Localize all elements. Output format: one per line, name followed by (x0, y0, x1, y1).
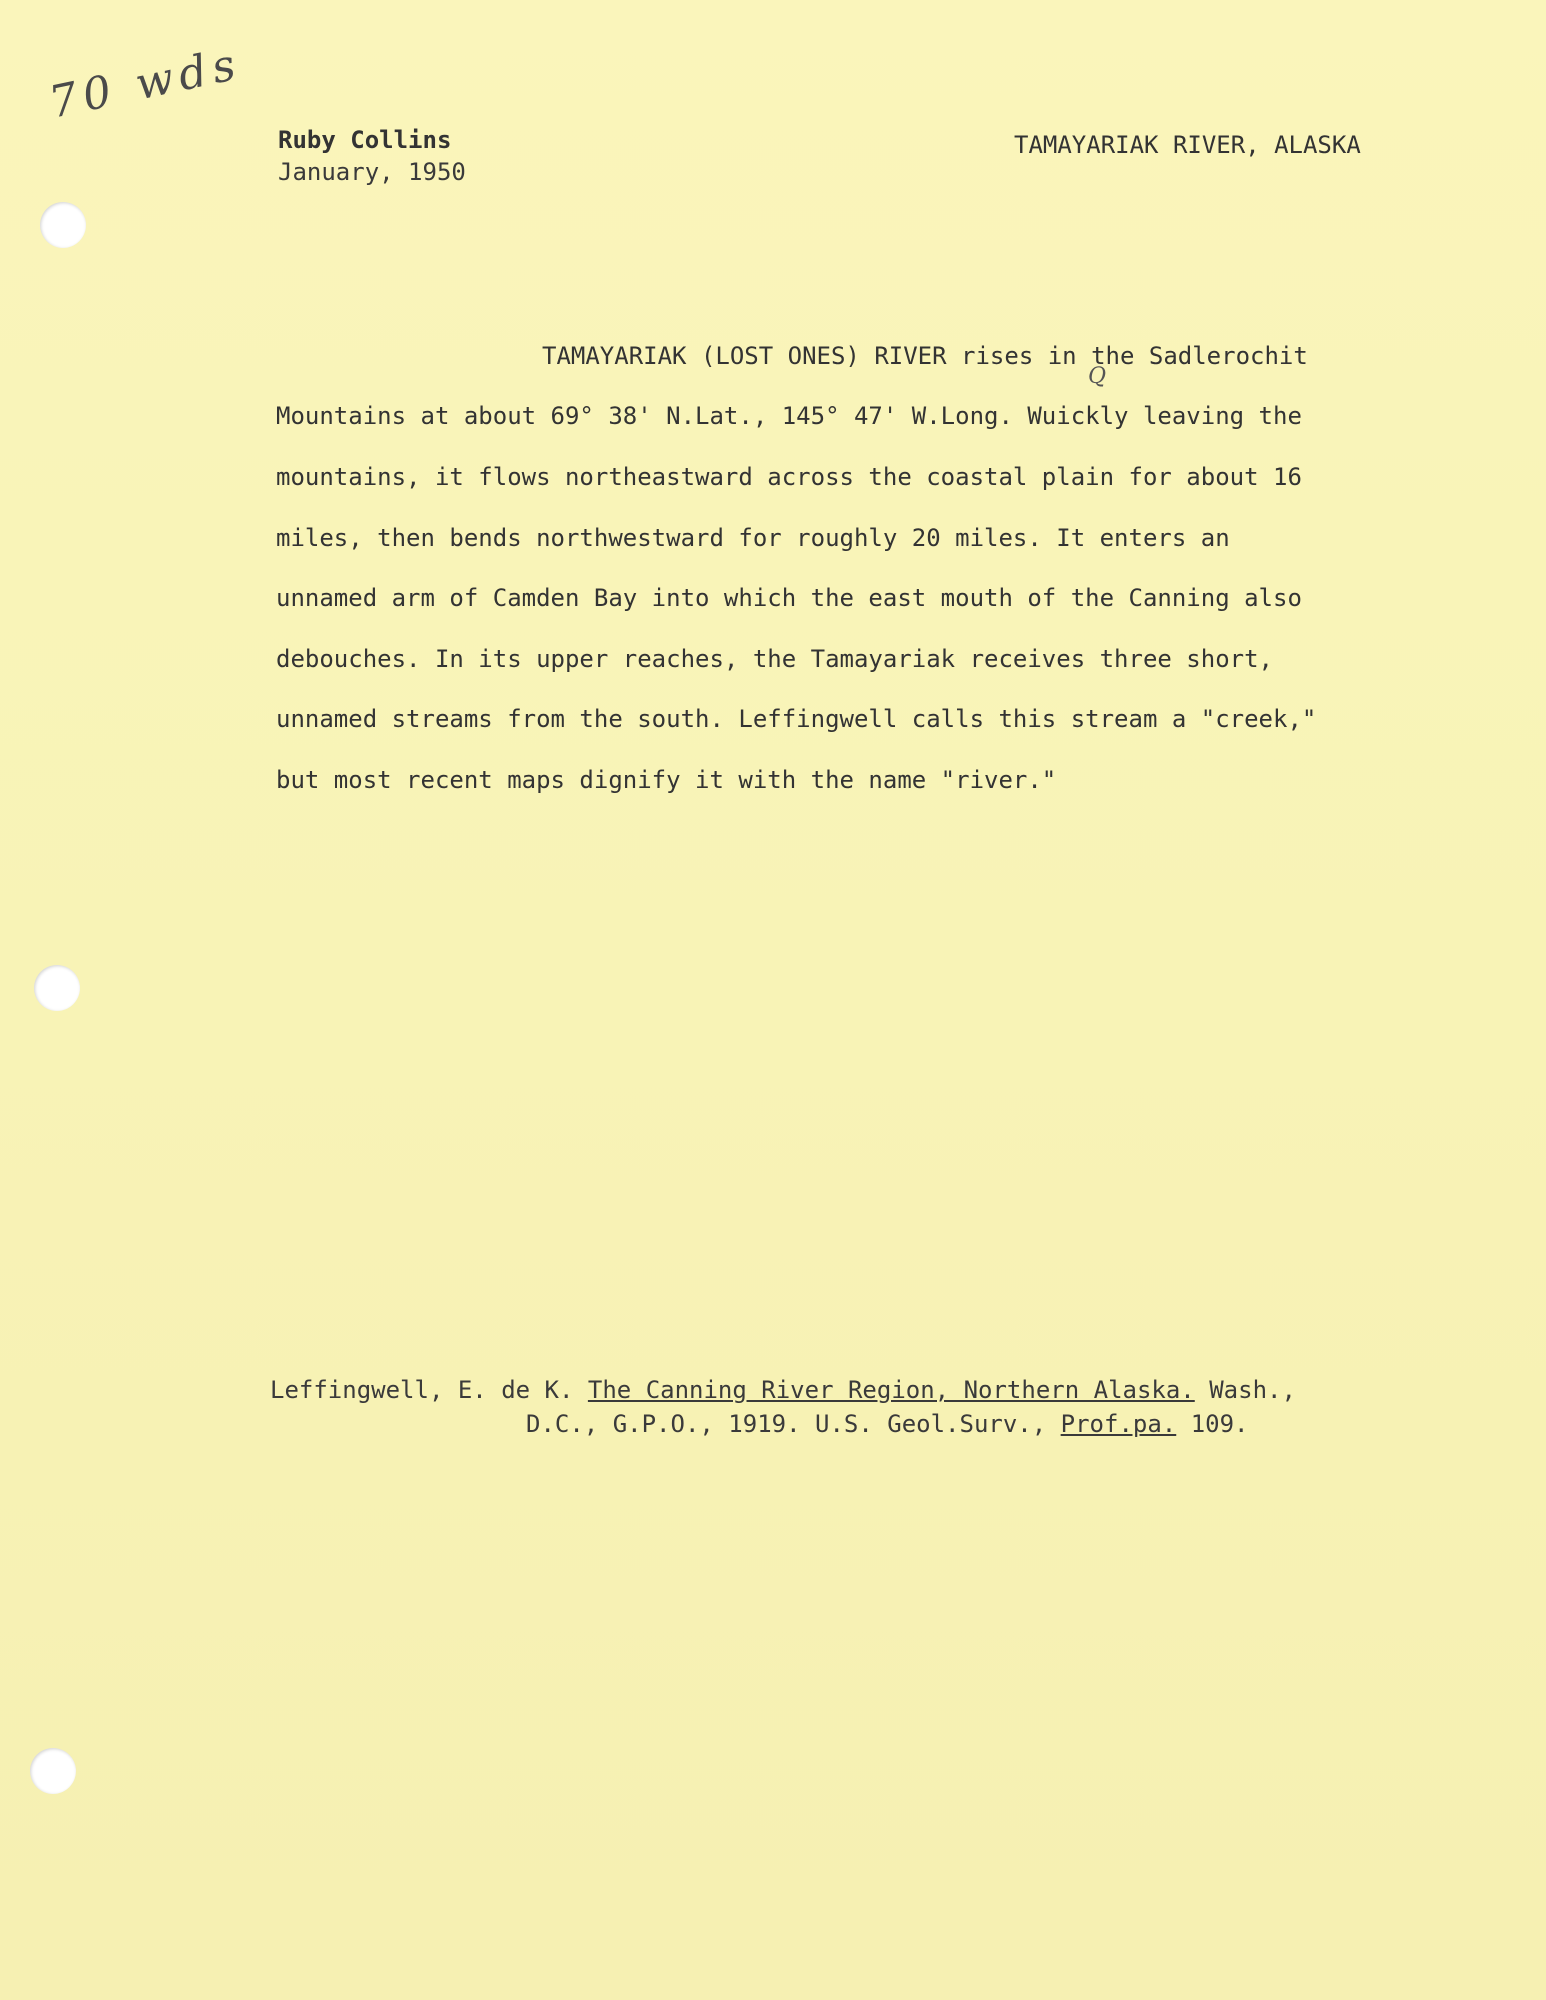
citation-series-number: 109. (1190, 1410, 1249, 1438)
citation-book-title: The Canning River Region, Northern Alaska. (587, 1376, 1195, 1404)
document-date: January, 1950 (278, 158, 466, 186)
body-line-3: mountains, it flows northeastward across the coastal plain for about 16 (276, 463, 1302, 491)
body-line-5: unnamed arm of Camden Bay into which the east mouth of the Canning also (276, 584, 1302, 612)
author-name: Ruby Collins (278, 126, 452, 154)
body-line-4: miles, then bends northwestward for roughly 20 miles. It enters an (276, 524, 1230, 552)
citation-author: Leffingwell, E. de K. (270, 1376, 574, 1404)
handwritten-correction: Q (1088, 364, 1107, 389)
body-line-8: but most recent maps dignify it with the name "river." (276, 766, 1057, 794)
document-title: TAMAYARIAK RIVER, ALASKA (1014, 131, 1361, 159)
citation-series: U.S. Geol.Surv., (815, 1410, 1047, 1438)
citation-place: Wash., (1209, 1376, 1296, 1404)
handwritten-word-count: 70 wds (44, 38, 246, 129)
citation-publisher: D.C., G.P.O., 1919. (526, 1410, 801, 1438)
body-line-7: unnamed streams from the south. Leffingwell calls this stream a "creek," (276, 705, 1317, 733)
punch-hole-top (40, 202, 86, 248)
punch-hole-bottom (30, 1748, 76, 1794)
punch-hole-middle (34, 965, 80, 1011)
body-line-6: debouches. In its upper reaches, the Tamayariak receives three short, (276, 645, 1273, 673)
citation-line-2 (526, 1408, 1248, 1440)
body-line-1: TAMAYARIAK (LOST ONES) RIVER rises in the Sadlerochit (542, 342, 1308, 370)
citation-series-number-label: Prof.pa. (1060, 1410, 1177, 1438)
citation-line-1 (270, 1374, 1296, 1406)
body-line-2: Mountains at about 69° 38' N.Lat., 145° 47' W.Long. Wuickly leaving the (276, 402, 1302, 430)
